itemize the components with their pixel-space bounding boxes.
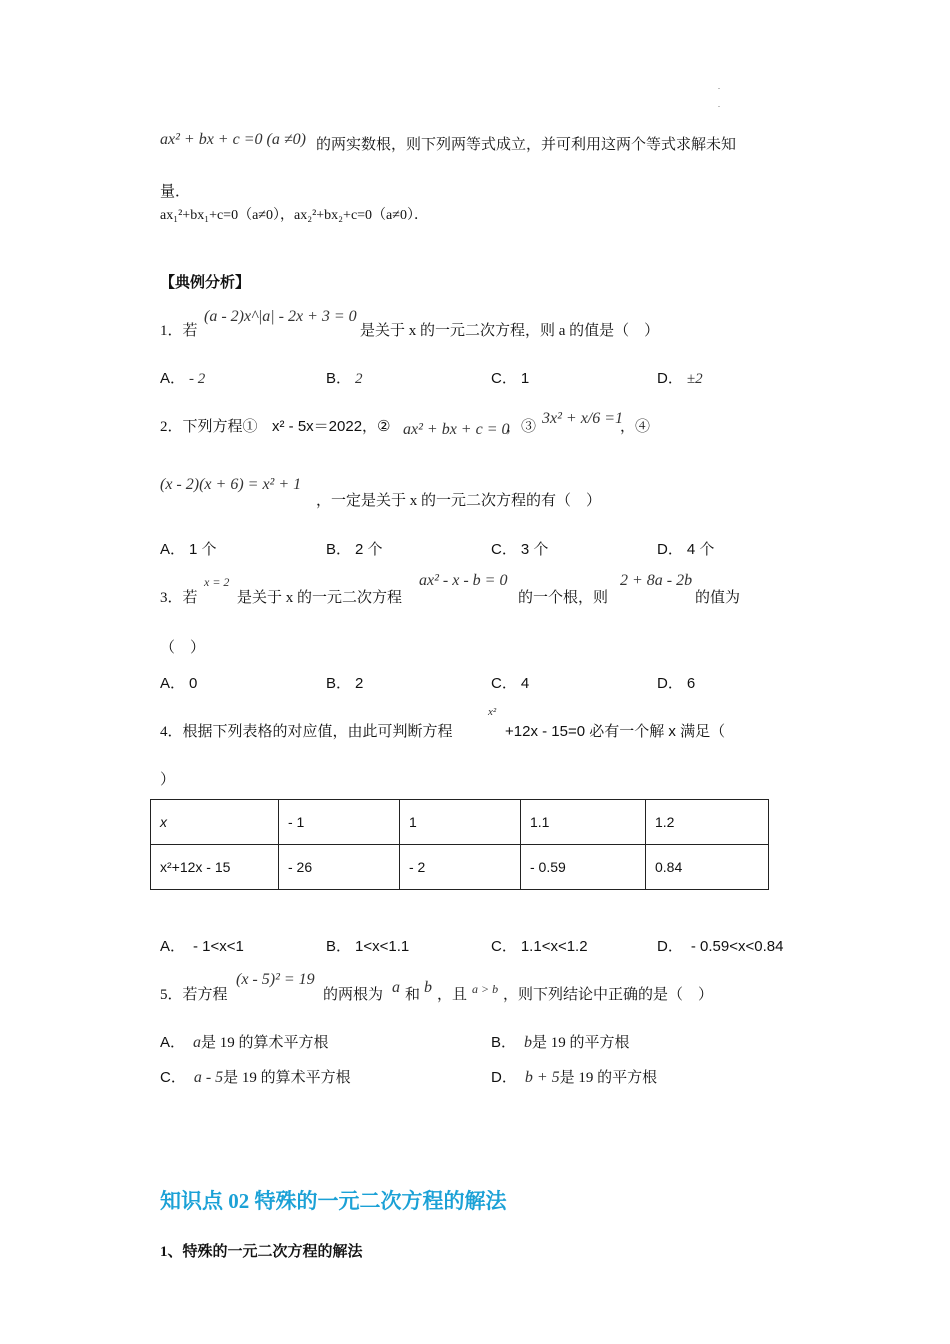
q2-eq1: x² - 5x＝2022，② bbox=[272, 418, 391, 435]
q4-option-b: B． 1<x<1.1 bbox=[326, 938, 410, 955]
q5-text4: ，则下列结论中正确的是（ ） bbox=[503, 987, 714, 1003]
q3-number: 3．若 bbox=[160, 590, 198, 606]
q1-formula: (a - 2)x^|a| - 2x + 3 = 0 bbox=[204, 308, 357, 325]
q4-option-a: A． - 1<x<1 bbox=[160, 938, 244, 955]
table-cell: 1 bbox=[400, 800, 521, 845]
table-cell: x bbox=[151, 800, 279, 845]
q2-eq2: ax² + bx + c = 0 bbox=[403, 421, 510, 438]
q5-option-b: B． b是 19 的平方根 bbox=[491, 1034, 630, 1051]
q3-root: x = 2 bbox=[204, 575, 230, 589]
q3-option-a: A． 0 bbox=[160, 675, 198, 692]
q5-text3: ，且 bbox=[437, 987, 468, 1003]
q1-option-b: B． 2 bbox=[326, 370, 363, 387]
intro-sep: ， bbox=[279, 208, 294, 223]
section-title: 【典例分析】 bbox=[160, 275, 251, 291]
q3-option-d: D． 6 bbox=[657, 675, 696, 692]
q5-option-a: A． a是 19 的算术平方根 bbox=[160, 1034, 329, 1051]
table-row bbox=[151, 800, 769, 845]
q2-eq4: (x - 2)(x + 6) = x² + 1 bbox=[160, 476, 302, 493]
values-table bbox=[150, 799, 769, 890]
q1-number: 1．若 bbox=[160, 323, 198, 339]
q2-text: ，一定是关于 x 的一元二次方程的有（ ） bbox=[316, 493, 602, 509]
q5-text1: 的两根为 bbox=[323, 987, 384, 1003]
corner-mark: . bbox=[718, 82, 720, 91]
q2-option-c: C． 3 个 bbox=[491, 541, 549, 558]
q4-number: 4．根据下列表格的对应值，由此可判断方程 bbox=[160, 724, 453, 740]
q2-sep3: ，④ bbox=[620, 419, 651, 435]
q3-text3: 的值为 bbox=[695, 590, 741, 606]
intro-eq2: ax₂²+bx₂+c=0（a≠0）． bbox=[293, 208, 428, 223]
q5-condition: a > b bbox=[472, 982, 499, 996]
q1-option-d: D． ±2 bbox=[657, 370, 703, 387]
corner-mark: . bbox=[718, 100, 720, 109]
q1-text: 是关于 x 的一元二次方程，则 a 的值是（ ） bbox=[360, 323, 660, 339]
q2-sep2: ，③ bbox=[506, 419, 537, 435]
subheading: 1、特殊的一元二次方程的解法 bbox=[160, 1244, 363, 1260]
q3-text1: 是关于 x 的一元二次方程 bbox=[237, 590, 403, 606]
q1-option-a: A． - 2 bbox=[160, 370, 206, 387]
q3-paren: （ ） bbox=[160, 640, 206, 656]
q3-option-c: C． 4 bbox=[491, 675, 530, 692]
table-cell: 0.84 bbox=[646, 845, 769, 890]
q4-eq-sup: x² bbox=[488, 706, 497, 718]
q1-option-c: C． 1 bbox=[491, 370, 530, 387]
q3-equation: ax² - x - b = 0 bbox=[419, 572, 508, 589]
table-cell: - 1 bbox=[279, 800, 400, 845]
q5-option-d: D． b + 5是 19 的平方根 bbox=[491, 1069, 658, 1086]
q2-eq3: 3x² + x/6 =1 bbox=[542, 410, 624, 427]
q2-number: 2．下列方程① bbox=[160, 419, 258, 435]
q3-expression: 2 + 8a - 2b bbox=[620, 572, 693, 589]
intro-formula: ax² + bx + c =0 (a ≠0) bbox=[160, 131, 306, 148]
q4-paren-close: ） bbox=[160, 772, 176, 788]
q4-option-d: D． - 0.59<x<0.84 bbox=[657, 938, 784, 955]
table-cell: 1.2 bbox=[646, 800, 769, 845]
q2-option-b: B． 2 个 bbox=[326, 541, 383, 558]
table-row bbox=[151, 845, 769, 890]
intro-text-line2: 量． bbox=[160, 184, 191, 200]
intro-eq1: ax₁²+bx₁+c=0（a≠0） bbox=[160, 208, 280, 223]
q3-option-b: B． 2 bbox=[326, 675, 364, 692]
q2-option-a: A． 1 个 bbox=[160, 541, 217, 558]
table-cell: x²+12x - 15 bbox=[151, 845, 279, 890]
table-cell: - 2 bbox=[400, 845, 521, 890]
q4-eq-rest: +12x - 15=0 必有一个解 x 满足（ bbox=[505, 723, 726, 740]
table-cell: 1.1 bbox=[521, 800, 646, 845]
q5-equation: (x - 5)² = 19 bbox=[236, 971, 315, 988]
q5-number: 5．若方程 bbox=[160, 987, 228, 1003]
intro-text-line1: 的两实数根，则下列两等式成立，并可利用这两个等式求解未知 bbox=[316, 137, 737, 153]
q4-option-c: C． 1.1<x<1.2 bbox=[491, 938, 588, 955]
knowledge-point-title: 知识点 02 特殊的一元二次方程的解法 bbox=[160, 1189, 507, 1213]
table-cell: - 26 bbox=[279, 845, 400, 890]
table-cell: - 0.59 bbox=[521, 845, 646, 890]
intro-equations bbox=[160, 204, 428, 224]
q5-text2: 和 bbox=[405, 987, 421, 1003]
q2-option-d: D． 4 个 bbox=[657, 541, 715, 558]
q5-b: b bbox=[424, 979, 432, 996]
q5-a: a bbox=[392, 979, 400, 996]
q5-option-c: C． a - 5是 19 的算术平方根 bbox=[160, 1069, 351, 1086]
q3-text2: 的一个根，则 bbox=[518, 590, 609, 606]
